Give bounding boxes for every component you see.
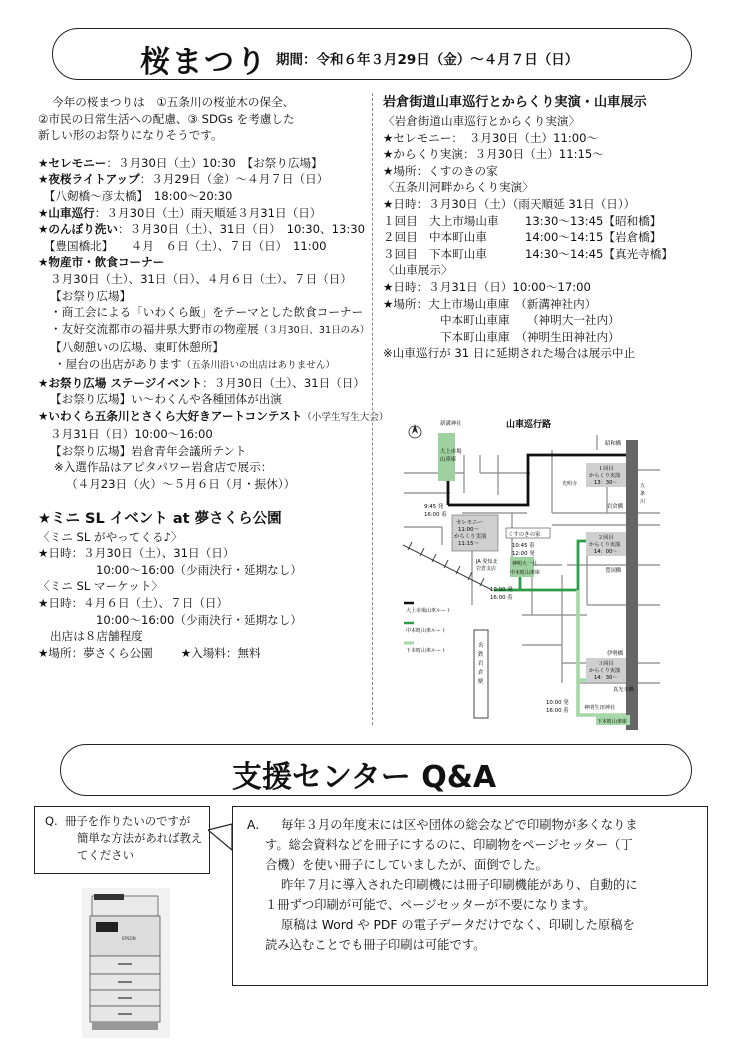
map-legend	[404, 603, 451, 654]
question-text: 冊子を作りたいのですが 簡単な方法があれば教え てください	[65, 814, 203, 862]
mini-sl-date: ★日時：３月30日（土）、31日（日）	[38, 546, 235, 561]
dashi-place: 下本町山車庫 （神明生田神社内）	[440, 329, 620, 344]
answer-text: 毎年３月の年度末には区や団体の総会などで印刷物が多くなりま す。総会資料などを冊子にするのに、印刷物をページセッター（丁 合機）を使い冊子にしていましたが、面倒でした。 昨年７月に導入された印刷機には冊子印刷機能があり、自動的に １冊ずつ印刷が可能で、ページセッターが不要になります。 原稿は Word や PDF の電子データだけでなく、印刷した原稿を 読み込むことでも冊子印刷は可能です。	[265, 818, 638, 952]
svg-text:14：00～: 14：00～	[594, 549, 618, 555]
left-column	[38, 94, 389, 661]
svg-text:9:45 発: 9:45 発	[424, 504, 444, 510]
mini-sl-shops: 出店は８店舗程度	[50, 629, 143, 644]
svg-text:中本町山車庫: 中本町山車庫	[510, 570, 541, 576]
bussan-item: ・友好交流都市の福井県大野市の物産展（３月30日、31日のみ）	[50, 321, 370, 336]
svg-text:13：30～: 13：30～	[594, 480, 618, 486]
svg-text:鉄: 鉄	[478, 652, 484, 658]
answer-box	[232, 806, 708, 986]
svg-text:新溝神社: 新溝神社	[440, 421, 462, 427]
contest-exhibit-date: （４月23日（火）～５月６日（月・振休））	[66, 477, 296, 492]
printer-image	[82, 888, 170, 1038]
mini-sl-sub: 〈ミニ SL マーケット〉	[38, 579, 163, 594]
event-yozakura-place: 【八剱橋～彦太橋】 18:00～20:30	[38, 188, 233, 203]
event-nonbori: ★のんぼり洗い：３月30日（土）、31日（日） 10:30、13:30	[38, 222, 366, 237]
event-dashi: ★山車巡行：３月30日（土）雨天順延３月31日（日）	[38, 205, 322, 220]
dashi-place: 中本町山車庫 （神明大一社内）	[440, 313, 620, 328]
svg-text:下本町山車庫: 下本町山車庫	[597, 719, 628, 725]
svg-text:岩: 岩	[478, 661, 484, 667]
svg-text:川: 川	[640, 499, 646, 505]
intro-line: ②市民の日常生活への配慮、③ SDGs を考慮した	[38, 111, 295, 126]
svg-text:16:00 着: 16:00 着	[546, 708, 569, 714]
contest-title: ★いわくら五条川とさくら大好きアートコンテスト（小学生写生大会）	[38, 408, 389, 423]
svg-text:伊勢橋: 伊勢橋	[607, 651, 624, 657]
event-bussan: ★物産市・飲食コーナー	[38, 255, 165, 270]
stage-event: ★お祭り広場 ステージイベント：３月30日（土）、31日（日）	[38, 375, 365, 390]
event-nonbori-place: 【豊国橋北】 ４月 ６日（土）、７日（日） 11:00	[38, 238, 327, 253]
dashi-sub: 〈山車展示〉	[383, 263, 453, 278]
event-ceremony: ★セレモニー：３月30日（土）10:30 【お祭り広場】	[38, 155, 323, 170]
svg-text:くすのきの家: くすのきの家	[508, 532, 541, 538]
svg-text:11:15～: 11:15～	[458, 541, 479, 547]
contest-place: 【お祭り広場】岩倉青年会議所テント	[50, 443, 247, 458]
intro-line: 新しい形のお祭りになりそうです。	[38, 128, 223, 143]
svg-text:16:00 着: 16:00 着	[490, 595, 513, 601]
connector-arrow-icon	[208, 822, 234, 852]
dashi-ceremony: ★セレモニー： ３月30日（土）11:00～	[383, 130, 599, 145]
dashi-date: ★日時：３月31日（日）10:00～17:00	[383, 279, 591, 294]
svg-text:16:00 着: 16:00 着	[424, 512, 447, 518]
north-arrow-icon	[409, 424, 421, 438]
svg-text:神明大一社: 神明大一社	[512, 561, 538, 567]
dashi-date: ★日時：３月30日（土）（雨天順延 31日（日））	[383, 196, 636, 211]
svg-text:EPSON: EPSON	[122, 936, 136, 941]
svg-text:14：30～: 14：30～	[594, 675, 618, 681]
svg-text:１回目: １回目	[598, 466, 614, 472]
svg-text:駅: 駅	[478, 679, 484, 685]
mini-sl-title: ★ミニ SL イベント at 夢さくら公園	[38, 510, 282, 527]
route-map	[402, 415, 660, 733]
contest-exhibit: ※入選作品はアピタパワー岩倉店で展示：	[54, 460, 273, 475]
column-divider	[372, 93, 373, 725]
answer-label: A.	[247, 818, 260, 832]
bussan-place: 【八剱憩いの広場、東町休憩所】	[50, 340, 224, 355]
svg-text:岩倉橋: 岩倉橋	[607, 504, 624, 510]
mini-sl-time: 10:00～16:00（少雨決行・延期なし）	[96, 562, 302, 577]
mini-sl-time: 10:00～16:00（少雨決行・延期なし）	[96, 612, 302, 627]
mini-sl-date: ★日時：４月６日（土）、７日（日）	[38, 596, 229, 611]
bussan-item: ・屋台の出店があります（五条川沿いの出店はありません）	[54, 356, 336, 371]
svg-text:からくり実演: からくり実演	[589, 668, 621, 674]
dashi-sub: 〈五条川河畔からくり実演〉	[383, 180, 534, 195]
dashi-round: １回目 大上市場山車 13:30～13:45【昭和橋】	[383, 213, 662, 228]
svg-text:倉: 倉	[478, 670, 484, 676]
dashi-place: ★場所：大上市場山車庫 （新溝神社内）	[383, 296, 597, 311]
svg-text:五: 五	[640, 483, 646, 489]
bussan-dates: ３月30日（土）、31日（日）、４月６日（土）、７日（日）	[50, 271, 352, 286]
dashi-title: 岩倉街道山車巡行とからくり実演・山車展示	[383, 95, 647, 110]
svg-text:名: 名	[478, 643, 484, 649]
dashi-note: ※山車巡行が 31 日に延期された場合は展示中止	[383, 346, 636, 361]
dashi-sub: 〈岩倉街道山車巡行とからくり実演〉	[383, 114, 581, 128]
svg-text:大上市場山車ルート: 大上市場山車ルート	[406, 608, 452, 614]
svg-text:大上市場: 大上市場	[440, 449, 462, 455]
svg-text:下本町山車ルート: 下本町山車ルート	[406, 648, 447, 654]
svg-text:からくり実演: からくり実演	[454, 534, 487, 540]
svg-text:昭和橋: 昭和橋	[605, 441, 622, 447]
svg-text:からくり実演: からくり実演	[589, 473, 621, 479]
svg-text:中本町山車ルート: 中本町山車ルート	[406, 628, 447, 634]
svg-text:条: 条	[640, 491, 646, 497]
svg-text:セレモニー: セレモニー	[456, 520, 483, 526]
sakura-title: 桜まつり	[140, 45, 268, 80]
svg-text:11:00～: 11:00～	[458, 527, 479, 533]
svg-text:岩倉支店: 岩倉支店	[476, 566, 497, 572]
mini-sl-sub: 〈ミニ SL がやってくる♪〉	[38, 529, 183, 544]
contest-date: ３月31日（日）10:00～16:00	[50, 427, 213, 442]
question-box	[34, 806, 210, 874]
sakura-period: 期間：令和６年３月29日（金）～４月７日（日）	[276, 52, 579, 68]
svg-text:山車庫: 山車庫	[440, 457, 457, 463]
svg-text:からくり実演: からくり実演	[589, 542, 621, 548]
dashi-place: ★場所：くすのきの家	[383, 163, 498, 178]
right-column	[383, 93, 713, 362]
bussan-item: ・商工会による「いわくら飯」をテーマとした飲食コーナー	[50, 305, 364, 320]
question-label: Q.	[45, 814, 58, 828]
svg-text:10:00 発: 10:00 発	[546, 700, 569, 706]
dashi-round: ３回目 下本町山車 14:30～14:45【真光寺橋】	[383, 246, 673, 261]
svg-text:真光寺橋: 真光寺橋	[613, 687, 634, 693]
map-title: 山車巡行路	[506, 420, 552, 430]
svg-text:JA 愛知北: JA 愛知北	[476, 559, 498, 565]
svg-text:10:45 着: 10:45 着	[512, 543, 535, 549]
dashi-round: ２回目 中本町山車 14:00～14:15【岩倉橋】	[383, 230, 662, 245]
svg-text:10:00 発: 10:00 発	[490, 587, 513, 593]
svg-text:神明生田神社: 神明生田神社	[584, 705, 616, 711]
svg-text:２回目: ２回目	[598, 535, 614, 541]
mini-sl-place: ★場所：夢さくら公園 ★入場料：無料	[38, 645, 261, 660]
dashi-karakuri: ★からくり実演：３月30日（土）11:15～	[383, 147, 604, 162]
svg-text:３回目: ３回目	[598, 661, 614, 667]
intro-line: 今年の桜まつりは ①五条川の桜並木の保全、	[52, 95, 295, 109]
stage-sub: 【お祭り広場】い～わくんや各種団体が出演	[50, 392, 282, 407]
bussan-place: 【お祭り広場】	[50, 288, 132, 303]
qa-title: 支援センター Q&A	[232, 760, 497, 795]
svg-text:豊国橋: 豊国橋	[605, 568, 622, 574]
event-yozakura: ★夜桜ライトアップ：３月29日（金）～４月７日（日）	[38, 172, 329, 187]
svg-text:光明寺: 光明寺	[562, 481, 578, 487]
svg-text:12:00 発: 12:00 発	[512, 551, 535, 557]
